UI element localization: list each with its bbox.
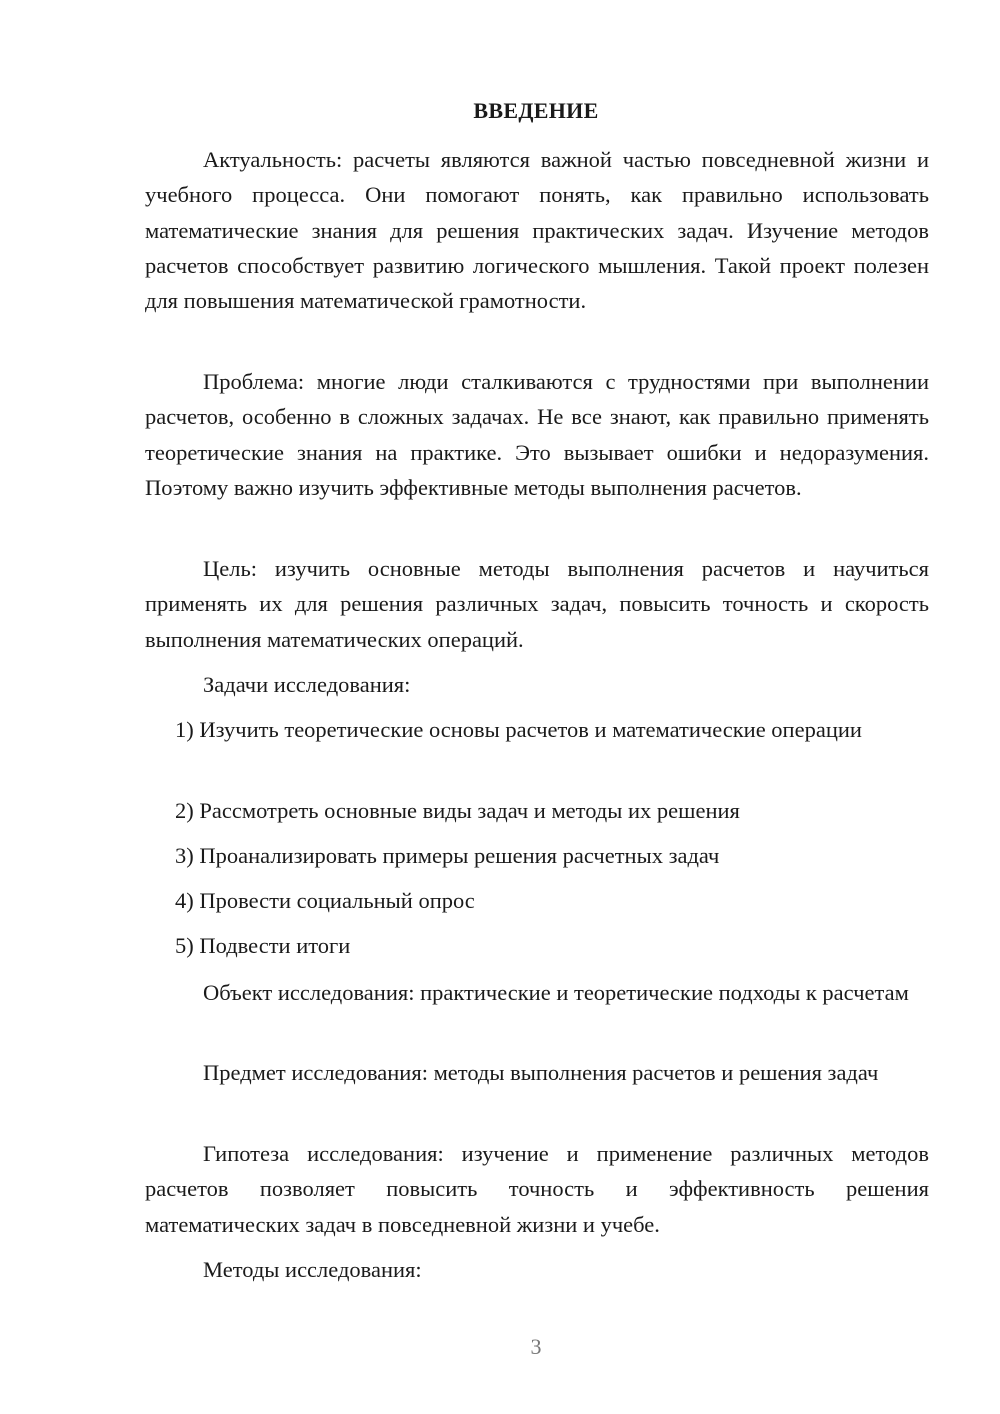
- task-item-3: 3) Проанализировать примеры решения расчетных задач: [175, 843, 720, 868]
- paragraph-methods: Методы исследования:: [203, 1257, 422, 1282]
- page-title: ВВЕДЕНИЕ: [473, 98, 599, 123]
- paragraph-goal: Цель: изучить основные методы выполнения расчетов и научиться применять их для решения различных задач, повысить точность и скорость выполнения математических операций.: [145, 556, 929, 652]
- paragraph-subject: Предмет исследования: методы выполнения расчетов и решения задач: [203, 1060, 879, 1085]
- paragraph-hypothesis: Гипотеза исследования: изучение и применение различных методов расчетов позволяет повысить точность и эффективность решения математических задач в повседневной жизни и учебе.: [145, 1141, 929, 1237]
- task-item-1: 1) Изучить теоретические основы расчетов и математические операции: [175, 717, 862, 742]
- task-item-5: 5) Подвести итоги: [175, 933, 351, 958]
- page-number: 3: [530, 1334, 542, 1359]
- task-item-4: 4) Провести социальный опрос: [175, 888, 475, 913]
- paragraph-relevance: Актуальность: расчеты являются важной частью повседневной жизни и учебного процесса. Они помогают понять, как правильно использовать математические знания для решения практических задач. Изучение методов расчетов способствует развитию логического мышления. Такой проект полезен для повышения математической грамотности.: [145, 147, 929, 314]
- task-item-2: 2) Рассмотреть основные виды задач и методы их решения: [175, 798, 740, 823]
- paragraph-tasks-heading: Задачи исследования:: [203, 672, 411, 697]
- paragraph-object: Объект исследования: практические и теоретические подходы к расчетам: [203, 980, 909, 1005]
- paragraph-problem: Проблема: многие люди сталкиваются с трудностями при выполнении расчетов, особенно в сложных задачах. Не все знают, как правильно применять теоретические знания на практике. Это вызывает ошибки и недоразумения. Поэтому важно изучить эффективные методы выполнения расчетов.: [145, 369, 929, 500]
